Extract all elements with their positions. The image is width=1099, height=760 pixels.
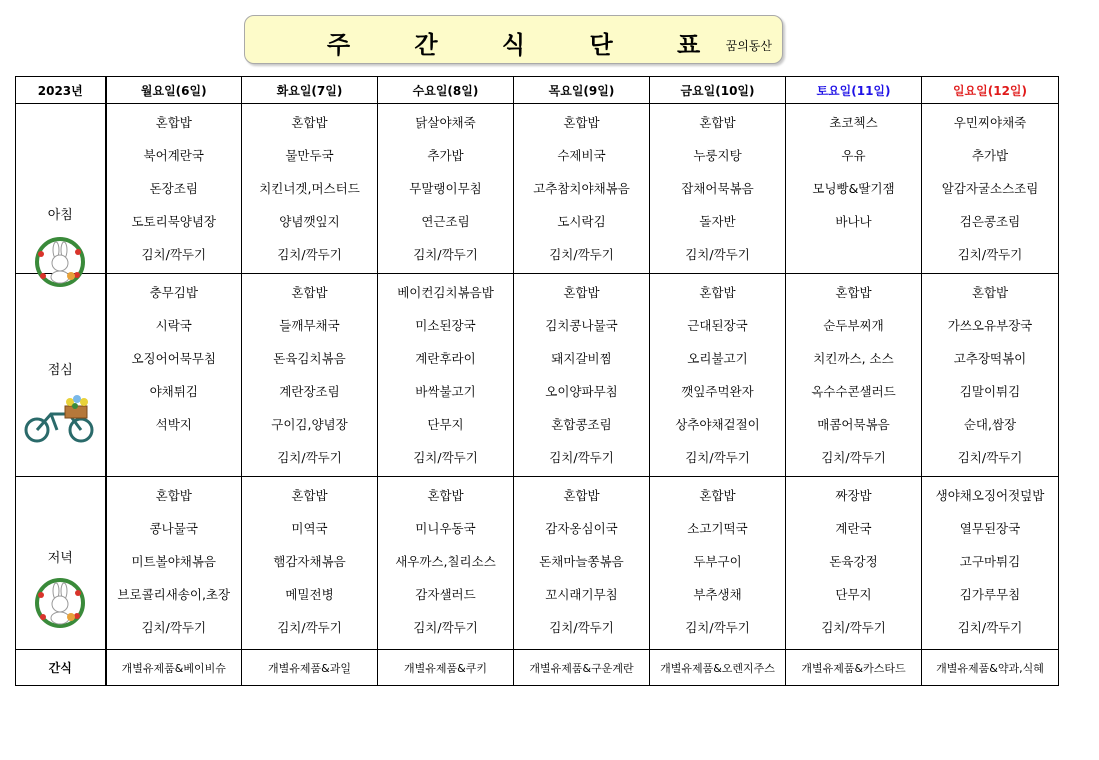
menu-item: 김치/깍두기 <box>957 620 1023 635</box>
menu-item: 깻잎주먹완자 <box>681 384 754 399</box>
dinner-cell <box>106 477 242 650</box>
menu-item: 계란후라이 <box>415 351 476 366</box>
menu-item: 생야채오징어젓덮밥 <box>935 488 1045 503</box>
menu-item: 단무지 <box>835 587 872 602</box>
dinner-row <box>16 477 1059 650</box>
breakfast-label-cell <box>16 104 106 274</box>
menu-item: 혼합밥 <box>155 115 192 130</box>
dinner-cell <box>786 477 922 650</box>
lunch-cell <box>650 274 786 477</box>
menu-item: 모닝빵&딸기잼 <box>812 181 895 196</box>
menu-item: 야채튀김 <box>149 384 198 399</box>
lunch-row <box>16 274 1059 477</box>
menu-item: 짜장밥 <box>835 488 872 503</box>
menu-item: 혼합밥 <box>563 488 600 503</box>
menu-item: 김치/깍두기 <box>413 620 478 635</box>
menu-item: 바싹불고기 <box>415 384 476 399</box>
menu-item <box>107 441 242 474</box>
menu-item: 알감자굴소스조림 <box>941 181 1039 196</box>
day-header-saturday: 토요일(11일) <box>786 77 922 104</box>
day-header: 월요일(6일) <box>106 77 242 104</box>
lunch-cell <box>106 274 242 477</box>
menu-item: 김치/깍두기 <box>685 247 750 262</box>
menu-item: 매콤어묵볶음 <box>817 417 890 432</box>
menu-item: 혼합밥 <box>563 115 600 130</box>
snack-cell: 개별유제품&구운계란 <box>514 650 650 686</box>
menu-item: 근대된장국 <box>687 318 748 333</box>
menu-item: 감자옹심이국 <box>545 521 618 536</box>
lunch-cell <box>922 274 1059 477</box>
menu-item: 두부구이 <box>693 554 742 569</box>
menu-item: 김치/깍두기 <box>685 450 750 465</box>
facility-name: 꿈의동산 <box>725 39 772 53</box>
snack-cell: 개별유제품&약과,식혜 <box>922 650 1059 686</box>
menu-item: 김치/깍두기 <box>957 450 1023 465</box>
menu-item: 혼합밥 <box>291 115 328 130</box>
breakfast-cell <box>106 104 242 274</box>
lunch-cell <box>378 274 514 477</box>
snack-cell: 개별유제품&카스타드 <box>786 650 922 686</box>
breakfast-cell <box>786 104 922 274</box>
title-banner <box>244 15 783 64</box>
menu-item: 물만두국 <box>285 148 334 163</box>
menu-item: 미역국 <box>291 521 328 536</box>
snack-cell: 개별유제품&베이비슈 <box>106 650 242 686</box>
dinner-cell <box>650 477 786 650</box>
menu-item: 돈채마늘쫑볶음 <box>539 554 624 569</box>
menu-item: 혼합밥 <box>291 488 328 503</box>
breakfast-cell <box>650 104 786 274</box>
menu-item: 북어계란국 <box>143 148 204 163</box>
menu-item: 혼합밥 <box>699 115 736 130</box>
meal-label: 저녁 <box>47 551 73 566</box>
menu-item: 시락국 <box>155 318 192 333</box>
menu-item: 석박지 <box>155 417 192 432</box>
menu-item: 고추참치야채볶음 <box>533 181 630 196</box>
menu-item: 옥수수콘샐러드 <box>811 384 896 399</box>
day-header: 화요일(7일) <box>242 77 378 104</box>
menu-item: 새우까스,칠리소스 <box>395 554 496 569</box>
menu-item: 메밀전병 <box>285 587 334 602</box>
menu-item: 김치/깍두기 <box>413 450 478 465</box>
menu-item: 치킨까스, 소스 <box>813 351 894 366</box>
lunch-label-cell <box>16 274 106 477</box>
menu-item: 혼합밥 <box>155 488 192 503</box>
menu-item: 순두부찌개 <box>823 318 884 333</box>
lunch-cell <box>514 274 650 477</box>
bunny-wreath-icon <box>31 573 89 631</box>
menu-item: 초코첵스 <box>829 115 878 130</box>
menu-item: 김치/깍두기 <box>549 450 614 465</box>
menu-item: 베이컨김치볶음밥 <box>397 285 494 300</box>
menu-item: 김치콩나물국 <box>545 318 618 333</box>
menu-item: 계란장조림 <box>279 384 340 399</box>
menu-item: 김치/깍두기 <box>277 247 342 262</box>
menu-item: 수제비국 <box>557 148 606 163</box>
menu-item: 누룽지탕 <box>693 148 742 163</box>
day-header: 금요일(10일) <box>650 77 786 104</box>
breakfast-cell <box>242 104 378 274</box>
breakfast-cell <box>378 104 514 274</box>
menu-item: 고추장떡볶이 <box>953 351 1027 366</box>
menu-item: 돼지갈비찜 <box>551 351 612 366</box>
menu-item: 혼합밥 <box>427 488 464 503</box>
menu-item: 혼합밥 <box>835 285 872 300</box>
meal-label: 점심 <box>47 363 73 378</box>
menu-item: 오징어어묵무침 <box>131 351 217 366</box>
day-header: 목요일(9일) <box>514 77 650 104</box>
menu-item: 콩나물국 <box>149 521 198 536</box>
menu-item: 김치/깍두기 <box>141 620 207 635</box>
menu-item: 들깨무채국 <box>279 318 340 333</box>
menu-item: 순대,쌈장 <box>963 417 1017 432</box>
menu-item: 김말이튀김 <box>959 384 1021 399</box>
menu-item: 계란국 <box>835 521 872 536</box>
menu-item: 브로콜리새송이,초장 <box>117 587 231 602</box>
menu-item: 김치/깍두기 <box>685 620 750 635</box>
dinner-label-cell <box>16 477 106 650</box>
menu-item: 도시락김 <box>557 214 606 229</box>
day-header-sunday: 일요일(12일) <box>922 77 1059 104</box>
menu-item: 연근조림 <box>421 214 470 229</box>
menu-item: 양념깻잎지 <box>279 214 340 229</box>
menu-item: 김치/깍두기 <box>277 620 342 635</box>
menu-item: 부추생채 <box>693 587 742 602</box>
menu-item: 돈장조림 <box>149 181 198 196</box>
menu-item: 돈육강정 <box>829 554 878 569</box>
day-header: 수요일(8일) <box>378 77 514 104</box>
menu-item: 미니우동국 <box>415 521 476 536</box>
menu-item: 잡채어묵볶음 <box>681 181 754 196</box>
menu-item: 충무김밥 <box>149 285 198 300</box>
flower-bicycle-icon <box>23 392 97 444</box>
menu-item: 혼합콩조림 <box>551 417 612 432</box>
menu-item: 김치/깍두기 <box>141 247 207 262</box>
lunch-cell <box>786 274 922 477</box>
snack-row <box>16 650 1059 686</box>
menu-item: 김치/깍두기 <box>549 247 614 262</box>
menu-item: 미소된장국 <box>415 318 476 333</box>
menu-item: 김치/깍두기 <box>549 620 614 635</box>
menu-item: 우민찌야채죽 <box>953 115 1027 130</box>
dinner-cell <box>514 477 650 650</box>
menu-item: 김치/깍두기 <box>277 450 342 465</box>
menu-item: 꼬시래기무침 <box>545 587 618 602</box>
menu-item: 미트볼야채볶음 <box>131 554 217 569</box>
breakfast-row <box>16 104 1059 274</box>
menu-item: 혼합밥 <box>291 285 328 300</box>
menu-item: 혼합밥 <box>563 285 600 300</box>
year-header: 2023년 <box>16 77 106 104</box>
snack-cell: 개별유제품&쿠키 <box>378 650 514 686</box>
breakfast-cell <box>922 104 1059 274</box>
menu-item: 검은콩조림 <box>959 214 1021 229</box>
menu-item <box>786 238 921 271</box>
menu-item: 도토리묵양념장 <box>131 214 217 229</box>
snack-cell: 개별유제품&과일 <box>242 650 378 686</box>
menu-item: 김가루무침 <box>959 587 1021 602</box>
menu-item: 소고기떡국 <box>687 521 748 536</box>
menu-item: 혼합밥 <box>699 285 736 300</box>
menu-item: 오리불고기 <box>687 351 748 366</box>
menu-item: 김치/깍두기 <box>413 247 478 262</box>
menu-item: 오이양파무침 <box>545 384 618 399</box>
menu-item: 혼합밥 <box>971 285 1009 300</box>
menu-item: 단무지 <box>427 417 464 432</box>
menu-item: 치킨너겟,머스터드 <box>259 181 360 196</box>
menu-item: 바나나 <box>835 214 872 229</box>
menu-item: 가쓰오유부장국 <box>947 318 1033 333</box>
menu-item: 김치/깍두기 <box>821 450 886 465</box>
menu-item: 추가밥 <box>427 148 464 163</box>
menu-item: 닭살야채죽 <box>415 115 476 130</box>
weekly-menu-table <box>15 76 1059 686</box>
menu-item: 감자샐러드 <box>415 587 476 602</box>
page-title: 주 간 식 단 표 <box>326 31 729 59</box>
dinner-cell <box>242 477 378 650</box>
header-row <box>16 77 1059 104</box>
dinner-cell <box>922 477 1059 650</box>
menu-item: 혼합밥 <box>699 488 736 503</box>
menu-item: 김치/깍두기 <box>821 620 886 635</box>
menu-item: 햄감자채볶음 <box>273 554 346 569</box>
menu-item: 무말랭이무침 <box>409 181 482 196</box>
lunch-cell <box>242 274 378 477</box>
menu-item: 우유 <box>841 148 866 163</box>
breakfast-cell <box>514 104 650 274</box>
snack-cell: 개별유제품&오렌지주스 <box>650 650 786 686</box>
menu-item: 구이김,양념장 <box>271 417 348 432</box>
menu-item: 김치/깍두기 <box>957 247 1023 262</box>
dinner-cell <box>378 477 514 650</box>
menu-item: 돈육김치볶음 <box>273 351 346 366</box>
menu-item: 고구마튀김 <box>959 554 1021 569</box>
menu-item: 돌자반 <box>699 214 736 229</box>
meal-label: 아침 <box>47 208 73 223</box>
menu-item: 상추야채겉절이 <box>675 417 760 432</box>
menu-item: 열무된장국 <box>959 521 1021 536</box>
menu-item: 추가밥 <box>971 148 1009 163</box>
snack-label: 간식 <box>16 650 106 686</box>
